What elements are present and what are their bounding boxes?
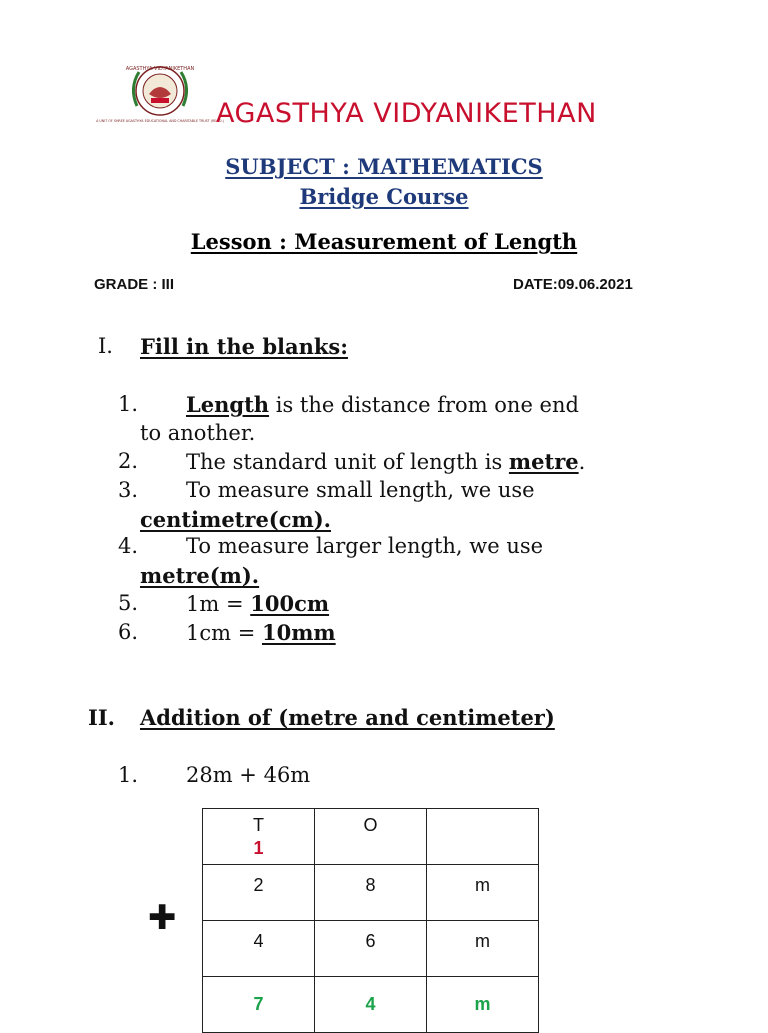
result-cell: m [427, 977, 539, 1033]
answer: 10mm [261, 620, 336, 645]
result-cell: 4 [315, 977, 427, 1033]
item-number: 2. [118, 449, 139, 473]
item-number: 6. [118, 620, 139, 644]
carry-digit: 1 [253, 838, 264, 858]
date-label: DATE:09.06.2021 [513, 276, 633, 293]
result-cell: 7 [203, 977, 315, 1033]
table-cell: 8 [315, 865, 427, 921]
table-cell: 4 [203, 921, 315, 977]
item-text: To measure small length, we use [186, 478, 535, 502]
answer: 100cm [250, 591, 330, 616]
header-cell-tens: T 1 [203, 809, 315, 865]
plus-icon: ✚ [148, 898, 177, 938]
school-name: AGASTHYA VIDYANIKETHAN [216, 98, 597, 129]
course-title: Bridge Course [299, 184, 469, 209]
lesson-title: Lesson : Measurement of Length [190, 229, 578, 254]
table-row [203, 921, 539, 977]
item-text: To measure larger length, we use [186, 534, 544, 558]
table-row [203, 809, 539, 865]
item-text: Length is the distance from one end [186, 392, 579, 417]
item-text: The standard unit of length is metre. [186, 449, 586, 474]
problem-number: 1. [118, 763, 139, 787]
item-number: 4. [118, 534, 139, 558]
problem-text: 28m + 46m [186, 763, 311, 787]
section2-title: Addition of (metre and centimeter) [140, 705, 555, 730]
section1-number: I. [98, 334, 113, 358]
table-cell: m [427, 865, 539, 921]
item-text: 1cm = 10mm [186, 620, 336, 645]
section2-number: II. [88, 705, 115, 730]
header-cell-ones: O [315, 809, 427, 865]
result-row [203, 977, 539, 1033]
table-cell: 6 [315, 921, 427, 977]
item-text: 1m = 100cm [186, 591, 330, 616]
table-row [203, 865, 539, 921]
answer: metre [508, 449, 579, 474]
item-number: 5. [118, 591, 139, 615]
answer: Length [186, 392, 270, 417]
svg-text:A UNIT OF SHREE AGASTHYA EDUCA: A UNIT OF SHREE AGASTHYA EDUCATIONAL AND CHARITABLE TRUST (REGD.) [96, 119, 224, 123]
table-cell: 2 [203, 865, 315, 921]
header-cell-unit [427, 809, 539, 865]
subject-title: SUBJECT : MATHEMATICS [225, 154, 543, 179]
answer: centimetre(cm). [140, 507, 331, 532]
school-logo [96, 58, 224, 132]
item-number: 1. [118, 392, 139, 416]
section1-title: Fill in the blanks: [140, 334, 349, 359]
addition-table [202, 808, 539, 1033]
item-text-cont: to another. [140, 421, 256, 445]
table-cell: m [427, 921, 539, 977]
grade-label: GRADE : III [94, 276, 175, 293]
svg-text:AGASTHYA VIDYANIKETHAN: AGASTHYA VIDYANIKETHAN [125, 66, 195, 72]
item-number: 3. [118, 478, 139, 502]
answer: metre(m). [140, 563, 260, 588]
